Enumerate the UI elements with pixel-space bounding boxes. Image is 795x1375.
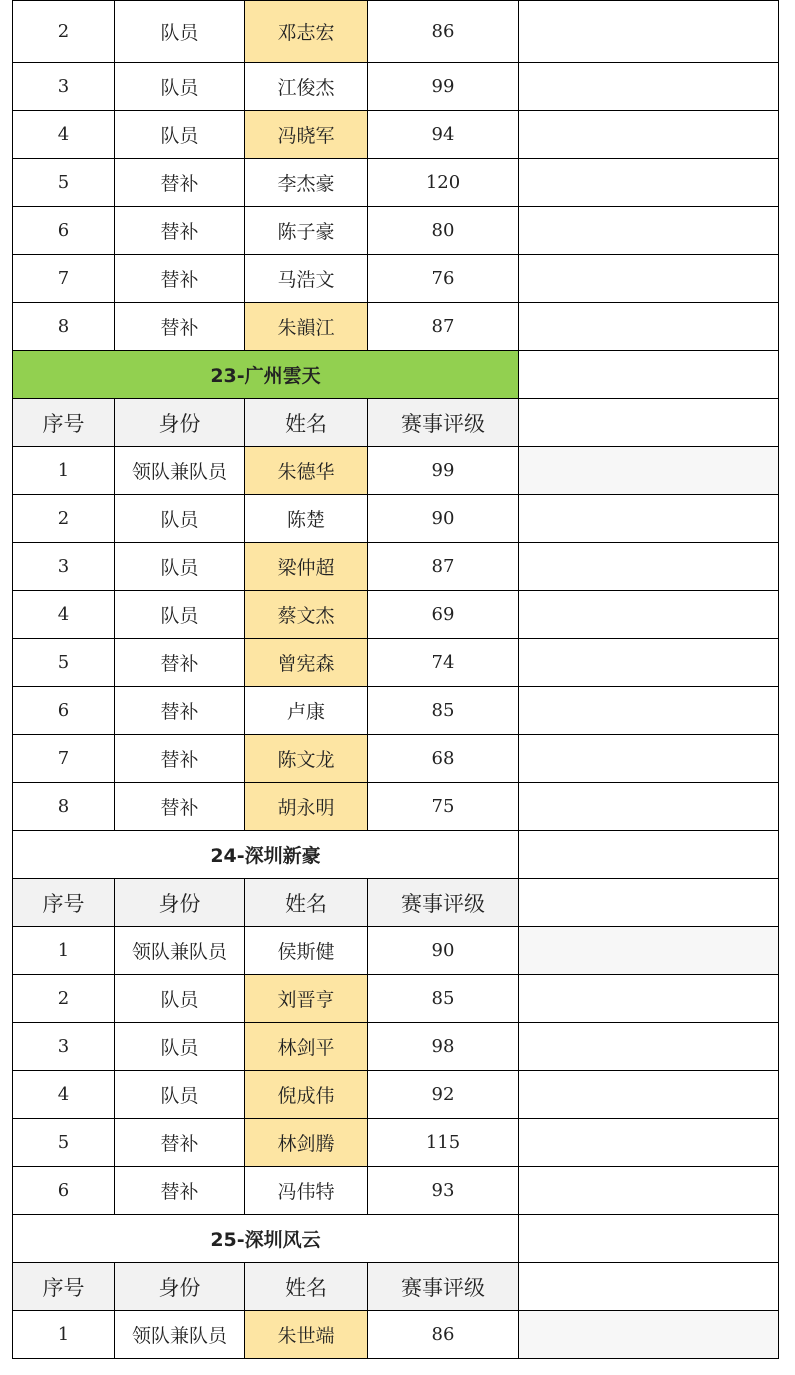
empty-cell xyxy=(519,927,778,974)
role-cell: 替补 xyxy=(115,735,245,782)
column-header-rating: 赛事评级 xyxy=(368,1263,519,1310)
rating-cell: 99 xyxy=(368,63,519,110)
seq-cell: 7 xyxy=(13,735,115,782)
rating-cell: 98 xyxy=(368,1023,519,1070)
table-row xyxy=(12,1311,779,1359)
empty-cell xyxy=(519,1,778,62)
table-row xyxy=(12,687,779,735)
column-header-name: 姓名 xyxy=(245,1263,368,1310)
rating-cell: 75 xyxy=(368,783,519,830)
team-title: 25-深圳风云 xyxy=(13,1215,519,1262)
empty-cell xyxy=(519,255,778,302)
table-row xyxy=(12,255,779,303)
seq-cell: 6 xyxy=(13,687,115,734)
rating-cell: 87 xyxy=(368,303,519,350)
seq-cell: 4 xyxy=(13,591,115,638)
seq-cell: 5 xyxy=(13,639,115,686)
empty-cell xyxy=(519,63,778,110)
name-cell: 朱韻江 xyxy=(245,303,368,350)
rating-cell: 76 xyxy=(368,255,519,302)
empty-cell xyxy=(519,1263,778,1310)
table-row xyxy=(12,495,779,543)
name-cell: 曾宪森 xyxy=(245,639,368,686)
table-row xyxy=(12,63,779,111)
seq-cell: 7 xyxy=(13,255,115,302)
rating-cell: 87 xyxy=(368,543,519,590)
seq-cell: 4 xyxy=(13,1071,115,1118)
name-cell: 朱世端 xyxy=(245,1311,368,1358)
seq-cell: 1 xyxy=(13,927,115,974)
name-cell: 冯晓军 xyxy=(245,111,368,158)
role-cell: 队员 xyxy=(115,63,245,110)
table-row xyxy=(12,543,779,591)
empty-cell xyxy=(519,591,778,638)
empty-cell xyxy=(519,639,778,686)
role-cell: 队员 xyxy=(115,1071,245,1118)
team-title: 23-广州雲天 xyxy=(13,351,519,398)
name-cell: 梁仲超 xyxy=(245,543,368,590)
empty-cell xyxy=(519,111,778,158)
role-cell: 队员 xyxy=(115,543,245,590)
column-header-name: 姓名 xyxy=(245,879,368,926)
team-title-row xyxy=(12,351,779,399)
table-row xyxy=(12,927,779,975)
rating-cell: 80 xyxy=(368,207,519,254)
table-row xyxy=(12,783,779,831)
header-row xyxy=(12,879,779,927)
name-cell: 卢康 xyxy=(245,687,368,734)
empty-cell xyxy=(519,447,778,494)
name-cell: 陈子豪 xyxy=(245,207,368,254)
rating-cell: 74 xyxy=(368,639,519,686)
table-row xyxy=(12,303,779,351)
table-row xyxy=(12,111,779,159)
rating-cell: 90 xyxy=(368,495,519,542)
table-row xyxy=(12,975,779,1023)
empty-cell xyxy=(519,1215,778,1262)
seq-cell: 1 xyxy=(13,1311,115,1358)
table-row xyxy=(12,447,779,495)
header-row xyxy=(12,1263,779,1311)
empty-cell xyxy=(519,1071,778,1118)
rating-cell: 86 xyxy=(368,1311,519,1358)
empty-cell xyxy=(519,207,778,254)
column-header-rating: 赛事评级 xyxy=(368,879,519,926)
role-cell: 队员 xyxy=(115,111,245,158)
empty-cell xyxy=(519,879,778,926)
role-cell: 替补 xyxy=(115,639,245,686)
column-header-name: 姓名 xyxy=(245,399,368,446)
seq-cell: 2 xyxy=(13,495,115,542)
rating-cell: 92 xyxy=(368,1071,519,1118)
role-cell: 替补 xyxy=(115,159,245,206)
name-cell: 李杰豪 xyxy=(245,159,368,206)
role-cell: 替补 xyxy=(115,255,245,302)
role-cell: 替补 xyxy=(115,303,245,350)
name-cell: 马浩文 xyxy=(245,255,368,302)
empty-cell xyxy=(519,351,778,398)
column-header-seq: 序号 xyxy=(13,1263,115,1310)
seq-cell: 8 xyxy=(13,783,115,830)
rating-cell: 69 xyxy=(368,591,519,638)
role-cell: 队员 xyxy=(115,591,245,638)
role-cell: 替补 xyxy=(115,783,245,830)
header-row xyxy=(12,399,779,447)
table-row xyxy=(12,735,779,783)
name-cell: 江俊杰 xyxy=(245,63,368,110)
name-cell: 邓志宏 xyxy=(245,1,368,62)
table-row xyxy=(12,591,779,639)
empty-cell xyxy=(519,495,778,542)
rating-cell: 85 xyxy=(368,975,519,1022)
empty-cell xyxy=(519,1023,778,1070)
name-cell: 侯斯健 xyxy=(245,927,368,974)
table-row xyxy=(12,207,779,255)
seq-cell: 6 xyxy=(13,207,115,254)
role-cell: 替补 xyxy=(115,687,245,734)
name-cell: 蔡文杰 xyxy=(245,591,368,638)
empty-cell xyxy=(519,831,778,878)
role-cell: 队员 xyxy=(115,975,245,1022)
empty-cell xyxy=(519,1167,778,1214)
seq-cell: 4 xyxy=(13,111,115,158)
seq-cell: 5 xyxy=(13,159,115,206)
name-cell: 陈文龙 xyxy=(245,735,368,782)
empty-cell xyxy=(519,159,778,206)
role-cell: 队员 xyxy=(115,1023,245,1070)
empty-cell xyxy=(519,975,778,1022)
name-cell: 陈楚 xyxy=(245,495,368,542)
empty-cell xyxy=(519,1311,778,1358)
role-cell: 队员 xyxy=(115,495,245,542)
seq-cell: 5 xyxy=(13,1119,115,1166)
column-header-role: 身份 xyxy=(115,879,245,926)
team-title: 24-深圳新豪 xyxy=(13,831,519,878)
table-row xyxy=(12,159,779,207)
empty-cell xyxy=(519,783,778,830)
seq-cell: 6 xyxy=(13,1167,115,1214)
rating-cell: 86 xyxy=(368,1,519,62)
name-cell: 朱德华 xyxy=(245,447,368,494)
role-cell: 替补 xyxy=(115,207,245,254)
table-row xyxy=(12,639,779,687)
empty-cell xyxy=(519,1119,778,1166)
name-cell: 倪成伟 xyxy=(245,1071,368,1118)
empty-cell xyxy=(519,543,778,590)
name-cell: 刘晋亨 xyxy=(245,975,368,1022)
name-cell: 林剑腾 xyxy=(245,1119,368,1166)
name-cell: 林剑平 xyxy=(245,1023,368,1070)
rating-cell: 93 xyxy=(368,1167,519,1214)
rating-cell: 90 xyxy=(368,927,519,974)
empty-cell xyxy=(519,303,778,350)
empty-cell xyxy=(519,687,778,734)
rating-cell: 115 xyxy=(368,1119,519,1166)
rating-cell: 120 xyxy=(368,159,519,206)
column-header-role: 身份 xyxy=(115,1263,245,1310)
column-header-rating: 赛事评级 xyxy=(368,399,519,446)
seq-cell: 8 xyxy=(13,303,115,350)
empty-cell xyxy=(519,735,778,782)
role-cell: 领队兼队员 xyxy=(115,927,245,974)
seq-cell: 3 xyxy=(13,543,115,590)
empty-cell xyxy=(519,399,778,446)
seq-cell: 3 xyxy=(13,1023,115,1070)
role-cell: 替补 xyxy=(115,1119,245,1166)
table-row xyxy=(12,0,779,63)
rating-cell: 85 xyxy=(368,687,519,734)
table-row xyxy=(12,1071,779,1119)
column-header-seq: 序号 xyxy=(13,879,115,926)
roster-table xyxy=(12,0,779,1359)
role-cell: 领队兼队员 xyxy=(115,447,245,494)
rating-cell: 94 xyxy=(368,111,519,158)
seq-cell: 3 xyxy=(13,63,115,110)
column-header-seq: 序号 xyxy=(13,399,115,446)
team-title-row xyxy=(12,831,779,879)
role-cell: 领队兼队员 xyxy=(115,1311,245,1358)
table-row xyxy=(12,1119,779,1167)
role-cell: 替补 xyxy=(115,1167,245,1214)
seq-cell: 2 xyxy=(13,975,115,1022)
column-header-role: 身份 xyxy=(115,399,245,446)
rating-cell: 99 xyxy=(368,447,519,494)
seq-cell: 1 xyxy=(13,447,115,494)
table-row xyxy=(12,1023,779,1071)
seq-cell: 2 xyxy=(13,1,115,62)
table-row xyxy=(12,1167,779,1215)
rating-cell: 68 xyxy=(368,735,519,782)
team-title-row xyxy=(12,1215,779,1263)
name-cell: 胡永明 xyxy=(245,783,368,830)
name-cell: 冯伟特 xyxy=(245,1167,368,1214)
role-cell: 队员 xyxy=(115,1,245,62)
